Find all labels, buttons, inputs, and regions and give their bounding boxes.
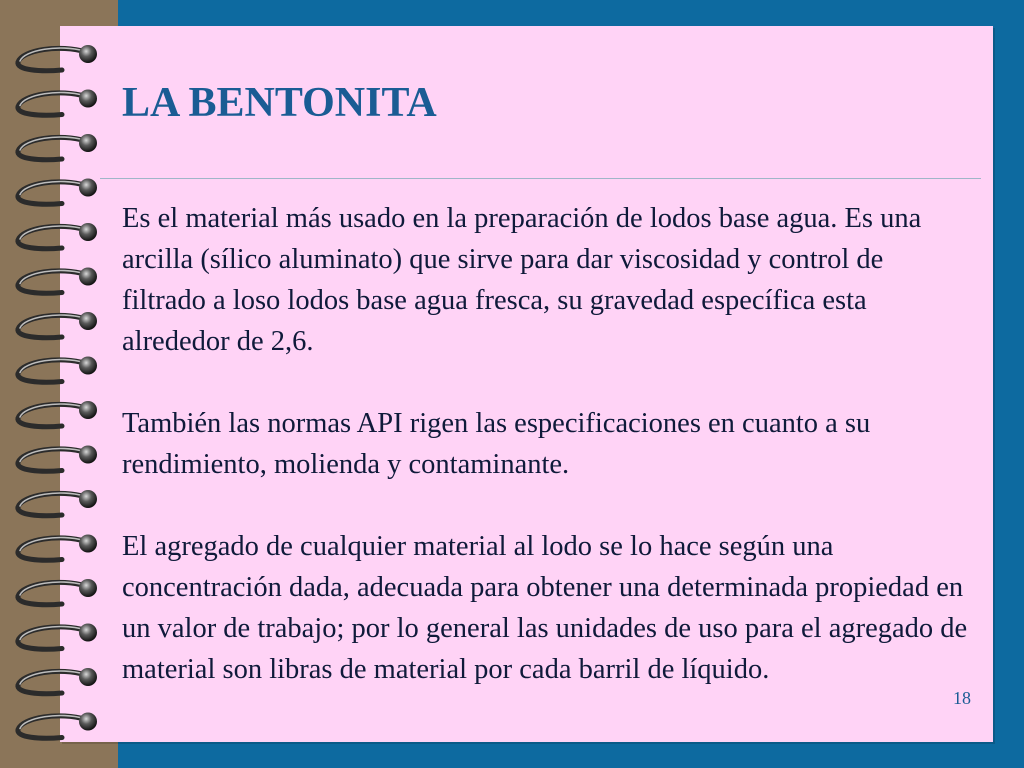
spiral-ring-icon xyxy=(18,45,97,71)
notebook-page xyxy=(60,26,993,742)
page-number: 18 xyxy=(953,688,971,708)
spiral-ring-icon xyxy=(18,312,97,338)
paragraph-material-addition: El agregado de cualquier material al lodo se lo hace según una concentración dada, adecuada para obtener una determinada propiedad en un valor de trabajo; por lo general las unidades de uso para el agregado de material son libras de material por cada barril de líquido. xyxy=(122,531,968,685)
spiral-ring-icon xyxy=(18,624,97,650)
slide-title: LA BENTONITA xyxy=(122,80,437,126)
slide-body xyxy=(122,198,972,690)
spiral-ring-icon xyxy=(18,179,97,205)
spiral-ring-icon xyxy=(18,401,97,427)
spiral-ring-icon xyxy=(18,357,97,383)
title-divider xyxy=(100,178,981,179)
spiral-ring-icon xyxy=(18,268,97,294)
spiral-ring-icon xyxy=(18,223,97,249)
spiral-ring-icon xyxy=(18,490,97,516)
paragraph-bentonita-definition: Es el material más usado en la preparación de lodos base agua. Es una arcilla (sílico aluminato) que sirve para dar viscosidad y control de filtrado a loso lodos base agua fresca, su gravedad específica esta alrededor de 2,6. xyxy=(122,203,922,357)
paragraph-api-norms: También las normas API rigen las especificaciones en cuanto a su rendimiento, molienda y contaminante. xyxy=(122,408,871,480)
spiral-ring-icon xyxy=(18,668,97,694)
spiral-ring-icon xyxy=(18,579,97,605)
spiral-ring-icon xyxy=(18,535,97,561)
spiral-ring-icon xyxy=(18,446,97,472)
spiral-ring-icon xyxy=(18,90,97,116)
spiral-ring-icon xyxy=(18,713,97,739)
spiral-binding xyxy=(0,0,110,768)
spiral-ring-icon xyxy=(18,134,97,160)
